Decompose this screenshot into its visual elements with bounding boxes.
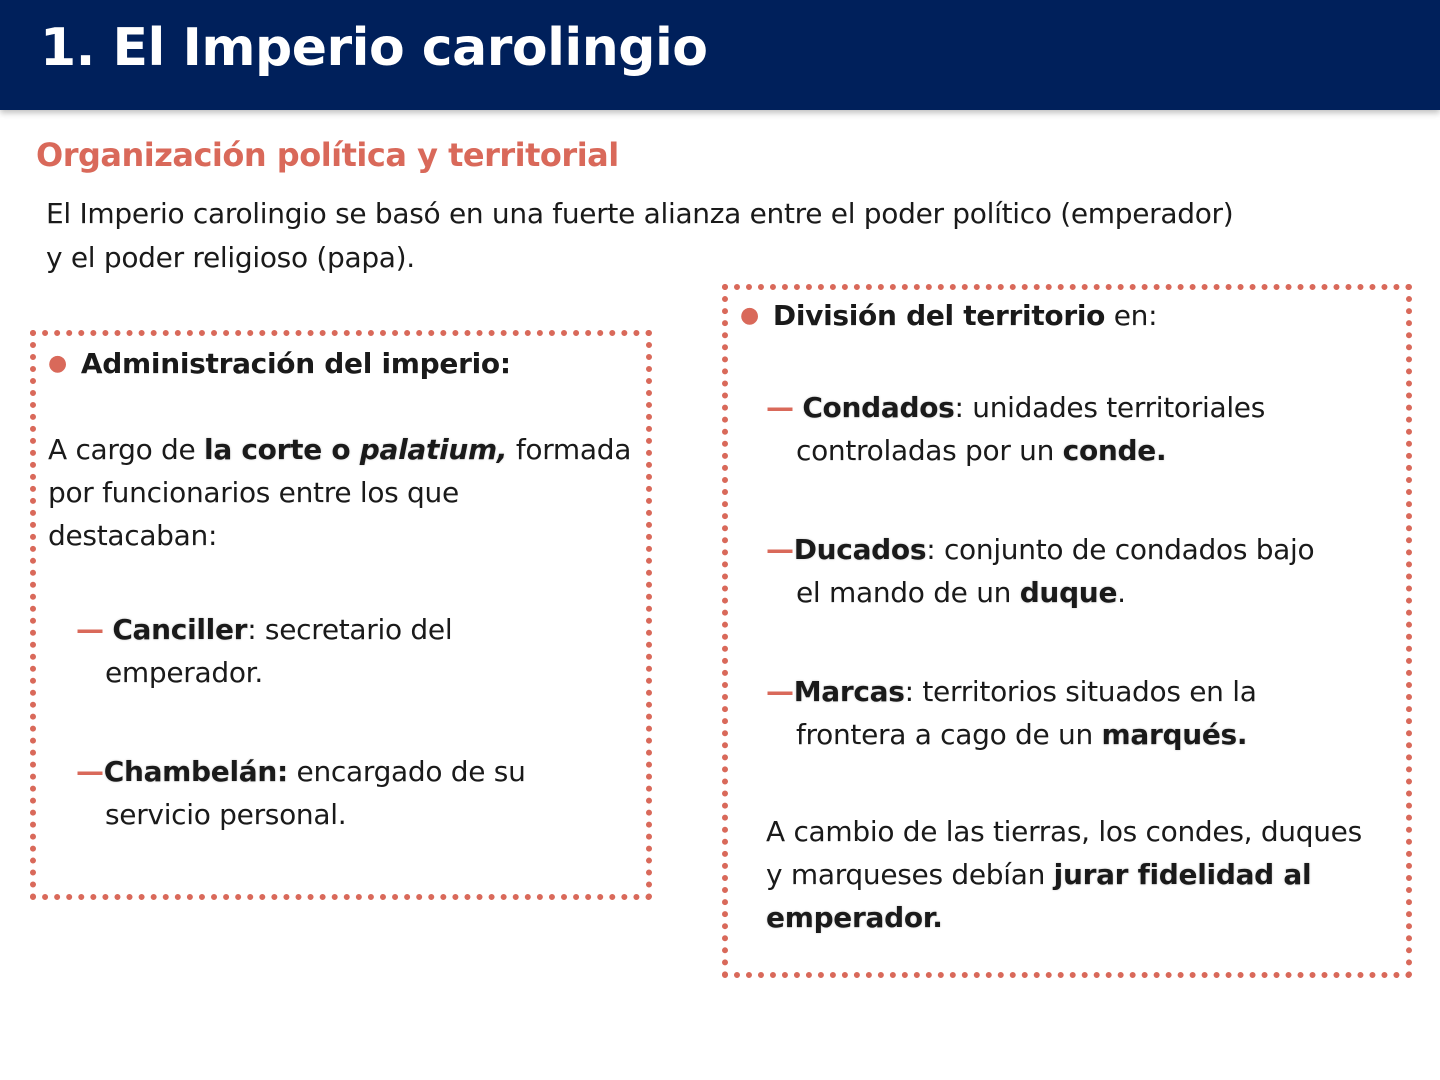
bullet-icon: ● — [740, 303, 759, 328]
administration-heading: ● Administración del imperio: — [48, 347, 511, 380]
list-item-marcas: —Marcas: territorios situados en la frontera a cago de un marqués. — [766, 675, 1257, 751]
territory-heading: ● División del territorio en: — [740, 299, 1158, 332]
dash-icon: — — [76, 755, 104, 788]
list-item-ducados: —Ducados: conjunto de condados bajo el mando de un duque. — [766, 533, 1315, 609]
title-bar — [0, 0, 1440, 110]
list-item-condados: — Condados: unidades territoriales controladas por un conde. — [766, 391, 1266, 467]
intro-line-2: y el poder religioso (papa). — [46, 241, 415, 274]
page-title: 1. El Imperio carolingio — [40, 18, 708, 78]
closing-paragraph: A cambio de las tierras, los condes, duques y marqueses debían jurar fidelidad al emperador. — [766, 815, 1362, 934]
dash-icon: — — [766, 391, 794, 424]
intro-line-1: El Imperio carolingio se basó en una fuerte alianza entre el poder político (emperador) — [46, 197, 1234, 230]
administration-paragraph: A cargo de la corte o palatium, formada por funcionarios entre los que destacaban: — [48, 433, 632, 552]
dash-icon: — — [766, 533, 794, 566]
list-item-canciller: — Canciller: secretario del emperador. — [76, 613, 453, 689]
dash-icon: — — [766, 675, 794, 708]
section-subtitle: Organización política y territorial — [36, 136, 619, 174]
dash-icon: — — [76, 613, 104, 646]
bullet-icon: ● — [48, 351, 67, 376]
list-item-chambelan: —Chambelán: encargado de su servicio personal. — [76, 755, 526, 831]
intro-paragraph — [46, 192, 1366, 280]
